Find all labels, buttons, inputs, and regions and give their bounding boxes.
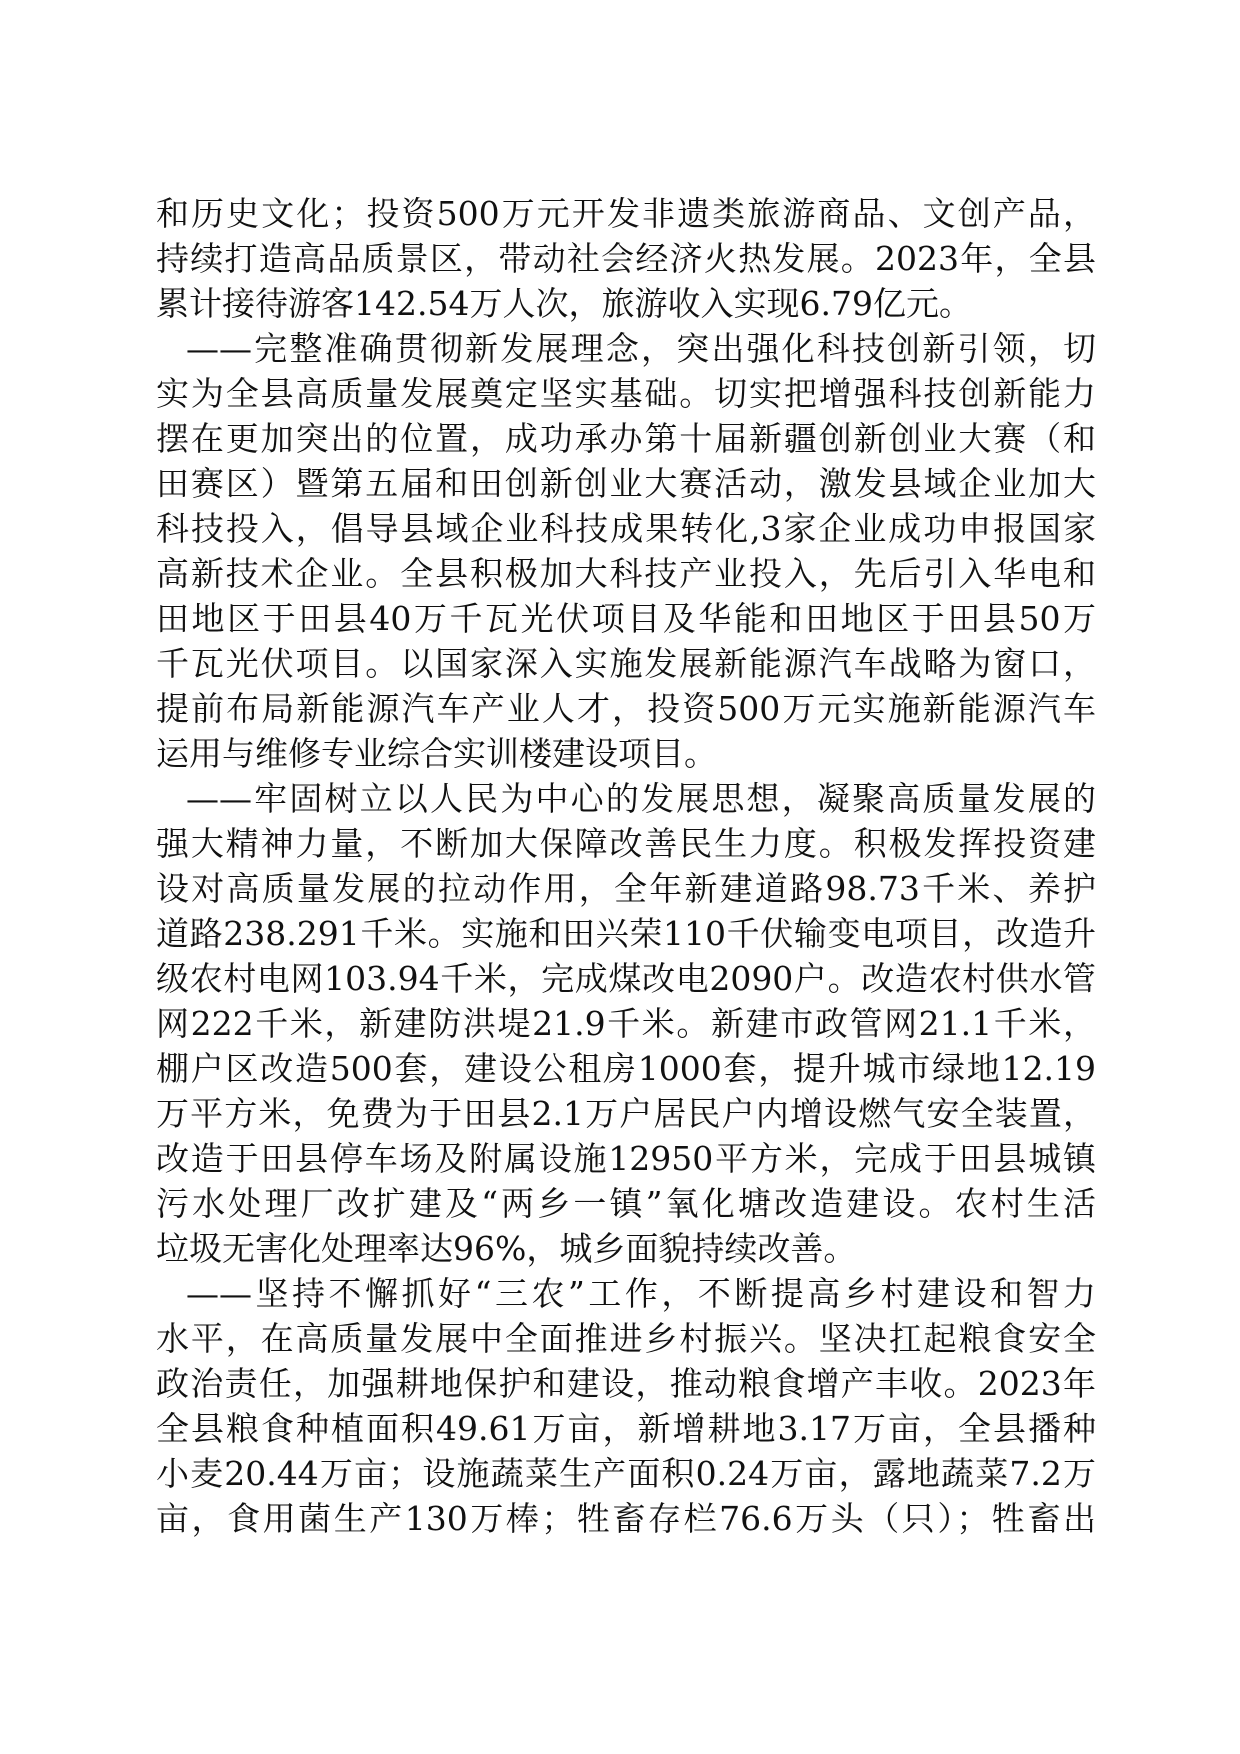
text-line: 持续打造高品质景区，带动社会经济火热发展。2023年，全县: [156, 239, 1096, 278]
body-text: [156, 191, 1096, 1541]
text-line: 和历史文化；投资500万元开发非遗类旅游商品、文创产品，: [156, 194, 1096, 233]
text-line: 摆在更加突出的位置，成功承办第十届新疆创新创业大赛（和: [156, 419, 1096, 458]
text-line: 科技投入，倡导县域企业科技成果转化,3家企业成功申报国家: [156, 509, 1096, 548]
text-line: 提前布局新能源汽车产业人才，投资500万元实施新能源汽车: [156, 689, 1096, 728]
text-line: 千瓦光伏项目。以国家深入实施发展新能源汽车战略为窗口，: [156, 644, 1096, 683]
paragraph-first-line: ——完整准确贯彻新发展理念，突出强化科技创新引领，切: [186, 329, 1096, 368]
text-line: 级农村电网103.94千米，完成煤改电2090户。改造农村供水管: [156, 959, 1096, 998]
text-line: 强大精神力量，不断加大保障改善民生力度。积极发挥投资建: [156, 824, 1096, 863]
text-line: 污水处理厂改扩建及“两乡一镇”氧化塘改造建设。农村生活: [156, 1184, 1096, 1223]
text-line: 道路238.291千米。实施和田兴荣110千伏输变电项目，改造升: [156, 914, 1096, 953]
text-line: 设对高质量发展的拉动作用，全年新建道路98.73千米、养护: [156, 869, 1096, 908]
paragraph-first-line: ——牢固树立以人民为中心的发展思想，凝聚高质量发展的: [186, 779, 1096, 818]
text-line: 田地区于田县40万千瓦光伏项目及华能和田地区于田县50万: [156, 599, 1096, 638]
paragraph-first-line: ——坚持不懈抓好“三农”工作，不断提高乡村建设和智力: [186, 1274, 1096, 1313]
text-line: 垃圾无害化处理率达96%，城乡面貌持续改善。: [156, 1229, 857, 1268]
text-line: 亩，食用菌生产130万棒；牲畜存栏76.6万头（只）；牲畜出: [156, 1499, 1096, 1538]
text-line: 网222千米，新建防洪堤21.9千米。新建市政管网21.1千米，: [156, 1004, 1096, 1043]
text-line: 水平，在高质量发展中全面推进乡村振兴。坚决扛起粮食安全: [156, 1319, 1096, 1358]
text-line: 小麦20.44万亩；设施蔬菜生产面积0.24万亩，露地蔬菜7.2万: [156, 1454, 1096, 1493]
text-line: 运用与维修专业综合实训楼建设项目。: [156, 734, 717, 773]
text-line: 实为全县高质量发展奠定坚实基础。切实把增强科技创新能力: [156, 374, 1096, 413]
text-line: 累计接待游客142.54万人次，旅游收入实现6.79亿元。: [156, 284, 972, 323]
text-line: 改造于田县停车场及附属设施12950平方米，完成于田县城镇: [156, 1139, 1096, 1178]
text-line: 全县粮食种植面积49.61万亩，新增耕地3.17万亩，全县播种: [156, 1409, 1096, 1448]
text-line: 政治责任，加强耕地保护和建设，推动粮食增产丰收。2023年: [156, 1364, 1096, 1403]
text-line: 高新技术企业。全县积极加大科技产业投入，先后引入华电和: [156, 554, 1096, 593]
text-line: 万平方米，免费为于田县2.1万户居民户内增设燃气安全装置，: [156, 1094, 1096, 1133]
text-line: 田赛区）暨第五届和田创新创业大赛活动，激发县域企业加大: [156, 464, 1096, 503]
text-line: 棚户区改造500套，建设公租房1000套，提升城市绿地12.19: [156, 1049, 1096, 1088]
